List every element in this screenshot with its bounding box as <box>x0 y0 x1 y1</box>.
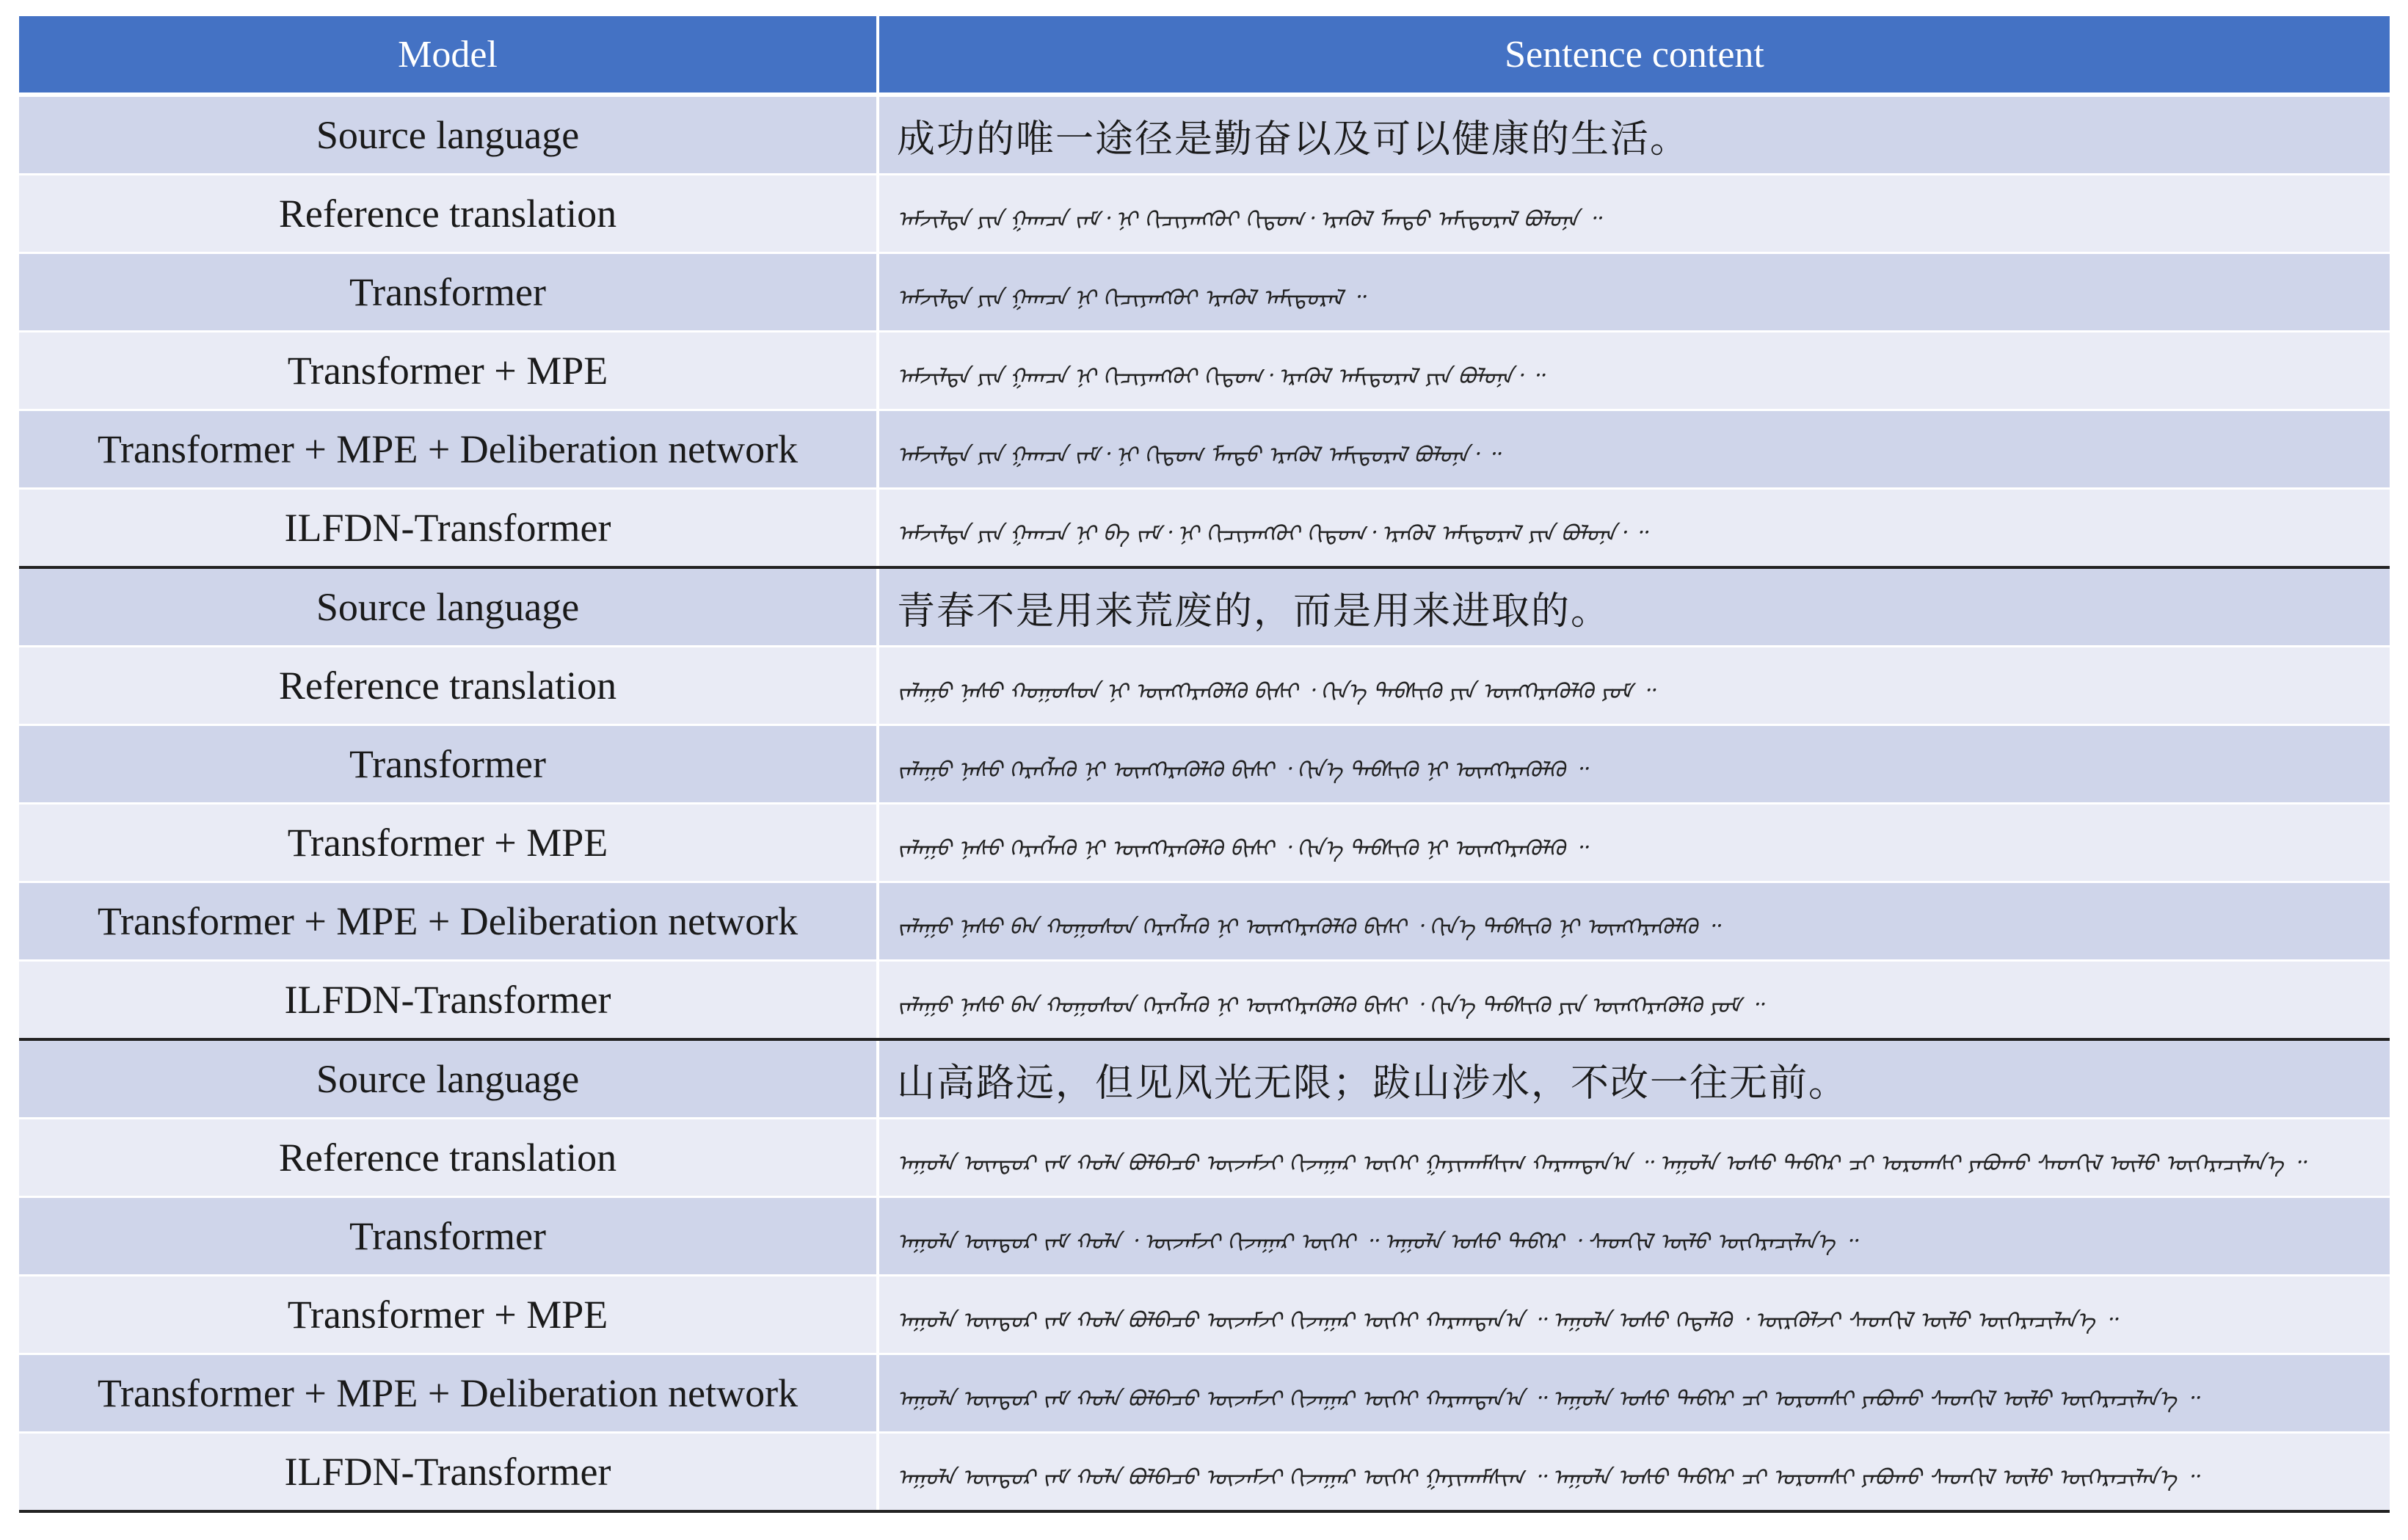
table-row <box>19 882 2390 961</box>
translation-cell: ᠠᠭᠤᠯᠠ ᠥᠨᠳᠦᠷ ᠵᠠᠮ ᠬᠣᠯᠠ ᠪᠣᠯᠪᠠᠴᠤ ᠦᠵᠡᠮᠵᠢ ᠬᠢᠵᠠᠭᠠᠷ ᠦᠭᠡᠢ ᠭᠠᠶᠢᠬᠠᠮᠰᠢᠭ ᠃ ᠠᠭᠤᠯᠠ ᠤᠰᠤ ᠳᠡᠪᠬᠡᠷ ᠴᠢ ᠤᠷᠤᠭᠰᠢ ᠶᠠᠪᠤᠬᠤ ᠰᠡᠳᠭᠢᠯ ᠦᠯᠦ ᠥᠭᠡᠷᠡᠴᠢᠯᠡᠨ᠎ᠡ ᠃ <box>878 1433 2390 1512</box>
translation-cell: ᠠᠭᠤᠯᠠ ᠥᠨᠳᠦᠷ ᠵᠠᠮ ᠬᠣᠯᠠ ᠪᠣᠯᠪᠠᠴᠤ ᠦᠵᠡᠮᠵᠢ ᠬᠢᠵᠠᠭᠠᠷ ᠦᠭᠡᠢ ᠭᠠᠶᠢᠬᠠᠮᠰᠢᠭ ᠬᠠᠷᠠᠭᠳᠠᠨ᠎ᠠ ᠃ ᠠᠭᠤᠯᠠ ᠤᠰᠤ ᠳᠡᠪᠬᠡᠷ ᠴᠢ ᠤᠷᠤᠭᠰᠢ ᠶᠠᠪᠤᠬᠤ ᠰᠡᠳᠭᠢᠯ ᠦᠯᠦ ᠥᠭᠡᠷᠡᠴᠢᠯᠡᠨ᠎ᠡ ᠃ <box>878 1119 2390 1197</box>
model-cell: Reference translation <box>19 647 878 725</box>
translation-cell: ᠵᠠᠯᠠᠭᠤ ᠨᠠᠰᠤ ᠪᠡᠨ ᠬᠣᠭᠣᠰᠤᠨ ᠬᠡᠷᠡᠭᠯᠡᠬᠦ ᠨᠢ ᠥᠩᠭᠡᠷᠡᠭᠦᠯᠬᠦ ᠪᠢᠰᠢ ᠂ ᠬᠢᠨ᠎ᠡ ᠳᠡᠪᠰᠢᠬᠦ ᠶᠢᠨ ᠥᠩᠭᠡᠷᠡᠭᠦᠯᠬᠦ ᠶᠤᠮ ᠃ <box>878 961 2390 1040</box>
table-row <box>19 804 2390 882</box>
model-cell: Transformer + MPE + Deliberation network <box>19 410 878 489</box>
table-row <box>19 489 2390 568</box>
model-cell: Transformer <box>19 253 878 332</box>
column-header-model: Model <box>19 16 878 95</box>
model-cell: Source language <box>19 567 878 647</box>
model-cell: Transformer + MPE <box>19 804 878 882</box>
model-cell: Transformer + MPE + Deliberation network <box>19 1354 878 1433</box>
model-cell: Source language <box>19 1039 878 1119</box>
table-row <box>19 567 2390 647</box>
table-header-row <box>19 16 2390 95</box>
translation-comparison-table <box>19 16 2390 1513</box>
translation-cell: ᠵᠠᠯᠠᠭᠤ ᠨᠠᠰᠤ ᠬᠡᠷᠡᠭᠯᠡᠬᠦ ᠨᠢ ᠥᠩᠭᠡᠷᠡᠭᠦᠯᠬᠦ ᠪᠢᠰᠢ ᠂ ᠬᠢᠨ᠎ᠡ ᠳᠡᠪᠰᠢᠬᠦ ᠨᠢ ᠥᠩᠭᠡᠷᠡᠭᠦᠯᠬᠦ ᠃ <box>878 804 2390 882</box>
translation-cell: ᠠᠮᠵᠢᠯᠲᠠ ᠶᠢᠨ ᠭᠠᠭᠴᠠ ᠵᠠᠮ᠂ ᠨᠢ ᠬᠢᠴᠢᠶᠡᠩᠭᠦᠢ ᠬᠢᠳᠤᠭ᠂ ᠡᠷᠡᠭᠦᠯ ᠮᠡᠨᠳᠦ ᠠᠮᠢᠳᠤᠷᠠᠯ ᠪᠣᠯᠤᠨᠠ ᠃ <box>878 175 2390 253</box>
translation-cell: ᠵᠠᠯᠠᠭᠤ ᠨᠠᠰᠤ ᠬᠡᠷᠡᠭᠯᠡᠬᠦ ᠨᠢ ᠥᠩᠭᠡᠷᠡᠭᠦᠯᠬᠦ ᠪᠢᠰᠢ ᠂ ᠬᠢᠨ᠎ᠡ ᠳᠡᠪᠰᠢᠬᠦ ᠨᠢ ᠥᠩᠭᠡᠷᠡᠭᠦᠯᠬᠦ ᠃ <box>878 725 2390 804</box>
model-cell: Transformer <box>19 725 878 804</box>
source-sentence-cell: 成功的唯一途径是勤奋以及可以健康的生活。 <box>878 95 2390 175</box>
table-row <box>19 647 2390 725</box>
table-body <box>19 95 2390 1511</box>
translation-cell: ᠠᠮᠵᠢᠯᠲᠠ ᠶᠢᠨ ᠭᠠᠭᠴᠠ ᠨᠢ ᠬᠢᠴᠢᠶᠡᠩᠭᠦᠢ ᠡᠷᠡᠭᠦᠯ ᠠᠮᠢᠳᠤᠷᠠᠯ ᠃ <box>878 253 2390 332</box>
table-row <box>19 175 2390 253</box>
translation-cell: ᠠᠭᠤᠯᠠ ᠥᠨᠳᠦᠷ ᠵᠠᠮ ᠬᠣᠯᠠ ᠂ ᠦᠵᠡᠮᠵᠢ ᠬᠢᠵᠠᠭᠠᠷ ᠦᠭᠡᠢ ᠃ ᠠᠭᠤᠯᠠ ᠤᠰᠤ ᠳᠡᠪᠬᠡᠷ ᠂ ᠰᠡᠳᠭᠢᠯ ᠦᠯᠦ ᠥᠭᠡᠷᠡᠴᠢᠯᠡᠨ᠎ᠡ ᠃ <box>878 1197 2390 1276</box>
table-row <box>19 1354 2390 1433</box>
column-header-sentence-content: Sentence content <box>878 16 2390 95</box>
model-cell: Reference translation <box>19 1119 878 1197</box>
table-row <box>19 253 2390 332</box>
model-cell: Source language <box>19 95 878 175</box>
comparison-table-container <box>19 16 2390 1513</box>
table-row <box>19 725 2390 804</box>
model-cell: ILFDN-Transformer <box>19 1433 878 1512</box>
table-row <box>19 1119 2390 1197</box>
table-row <box>19 410 2390 489</box>
translation-cell: ᠠᠮᠵᠢᠯᠲᠠ ᠶᠢᠨ ᠭᠠᠭᠴᠠ ᠨᠢ ᠬᠢᠴᠢᠶᠡᠩᠭᠦᠢ ᠬᠢᠳᠤᠭ᠂ ᠡᠷᠡᠭᠦᠯ ᠠᠮᠢᠳᠤᠷᠠᠯ ᠶᠢᠨ ᠪᠣᠯᠤᠨᠠ᠂ ᠃ <box>878 332 2390 410</box>
translation-cell: ᠠᠭᠤᠯᠠ ᠥᠨᠳᠦᠷ ᠵᠠᠮ ᠬᠣᠯᠠ ᠪᠣᠯᠪᠠᠴᠤ ᠦᠵᠡᠮᠵᠢ ᠬᠢᠵᠠᠭᠠᠷ ᠦᠭᠡᠢ ᠬᠠᠷᠠᠭᠳᠠᠨ᠎ᠠ ᠃ ᠠᠭᠤᠯᠠ ᠤᠰᠤ ᠭᠡᠳᠡᠯᠬᠦ ᠂ ᠦᠷᠭᠦᠯᠵᠢ ᠰᠡᠳᠭᠢᠯ ᠦᠯᠦ ᠥᠭᠡᠷᠡᠴᠢᠯᠡᠨ᠎ᠡ ᠃ <box>878 1276 2390 1354</box>
source-sentence-cell: 山高路远，但见风光无限；跋山涉水，不改一往无前。 <box>878 1039 2390 1119</box>
model-cell: Transformer <box>19 1197 878 1276</box>
table-row <box>19 1197 2390 1276</box>
model-cell: Transformer + MPE + Deliberation network <box>19 882 878 961</box>
model-cell: Reference translation <box>19 175 878 253</box>
model-cell: Transformer + MPE <box>19 1276 878 1354</box>
translation-cell: ᠵᠠᠯᠠᠭᠤ ᠨᠠᠰᠤ ᠬᠣᠭᠣᠰᠤᠨ ᠨᠢ ᠥᠩᠭᠡᠷᠡᠭᠦᠯᠬᠦ ᠪᠢᠰᠢ ᠂ ᠬᠢᠨ᠎ᠡ ᠳᠡᠪᠰᠢᠬᠦ ᠶᠢᠨ ᠥᠩᠭᠡᠷᠡᠭᠦᠯᠬᠦ ᠶᠤᠮ ᠃ <box>878 647 2390 725</box>
model-cell: ILFDN-Transformer <box>19 961 878 1040</box>
table-row <box>19 961 2390 1040</box>
table-row <box>19 95 2390 175</box>
table-row <box>19 332 2390 410</box>
table-row <box>19 1433 2390 1512</box>
table-row <box>19 1039 2390 1119</box>
table-row <box>19 1276 2390 1354</box>
translation-cell: ᠠᠮᠵᠢᠯᠲᠠ ᠶᠢᠨ ᠭᠠᠭᠴᠠ ᠵᠠᠮ᠂ ᠨᠢ ᠬᠢᠳᠤᠭ ᠮᠡᠨᠳᠦ ᠡᠷᠡᠭᠦᠯ ᠠᠮᠢᠳᠤᠷᠠᠯ ᠪᠣᠯᠤᠨᠠ᠂ ᠃ <box>878 410 2390 489</box>
model-cell: ILFDN-Transformer <box>19 489 878 568</box>
source-sentence-cell: 青春不是用来荒废的，而是用来进取的。 <box>878 567 2390 647</box>
translation-cell: ᠵᠠᠯᠠᠭᠤ ᠨᠠᠰᠤ ᠪᠡᠨ ᠬᠣᠭᠣᠰᠤᠨ ᠬᠡᠷᠡᠭᠯᠡᠬᠦ ᠨᠢ ᠥᠩᠭᠡᠷᠡᠭᠦᠯᠬᠦ ᠪᠢᠰᠢ ᠂ ᠬᠢᠨ᠎ᠡ ᠳᠡᠪᠰᠢᠬᠦ ᠨᠢ ᠥᠩᠭᠡᠷᠡᠭᠦᠯᠬᠦ ᠃ <box>878 882 2390 961</box>
translation-cell: ᠠᠭᠤᠯᠠ ᠥᠨᠳᠦᠷ ᠵᠠᠮ ᠬᠣᠯᠠ ᠪᠣᠯᠪᠠᠴᠤ ᠦᠵᠡᠮᠵᠢ ᠬᠢᠵᠠᠭᠠᠷ ᠦᠭᠡᠢ ᠬᠠᠷᠠᠭᠳᠠᠨ᠎ᠠ ᠃ ᠠᠭᠤᠯᠠ ᠤᠰᠤ ᠳᠡᠪᠬᠡᠷ ᠴᠢ ᠤᠷᠤᠭᠰᠢ ᠶᠠᠪᠤᠬᠤ ᠰᠡᠳᠭᠢᠯ ᠦᠯᠦ ᠥᠭᠡᠷᠡᠴᠢᠯᠡᠨ᠎ᠡ ᠃ <box>878 1354 2390 1433</box>
translation-cell: ᠠᠮᠵᠢᠯᠲᠠ ᠶᠢᠨ ᠭᠠᠭᠴᠠ ᠨᠢ ᠪᠠ ᠵᠠᠮ᠂ ᠨᠢ ᠬᠢᠴᠢᠶᠡᠩᠭᠦᠢ ᠬᠢᠳᠤᠭ᠂ ᠡᠷᠡᠭᠦᠯ ᠠᠮᠢᠳᠤᠷᠠᠯ ᠶᠢᠨ ᠪᠣᠯᠤᠨᠠ᠂ ᠃ <box>878 489 2390 568</box>
model-cell: Transformer + MPE <box>19 332 878 410</box>
